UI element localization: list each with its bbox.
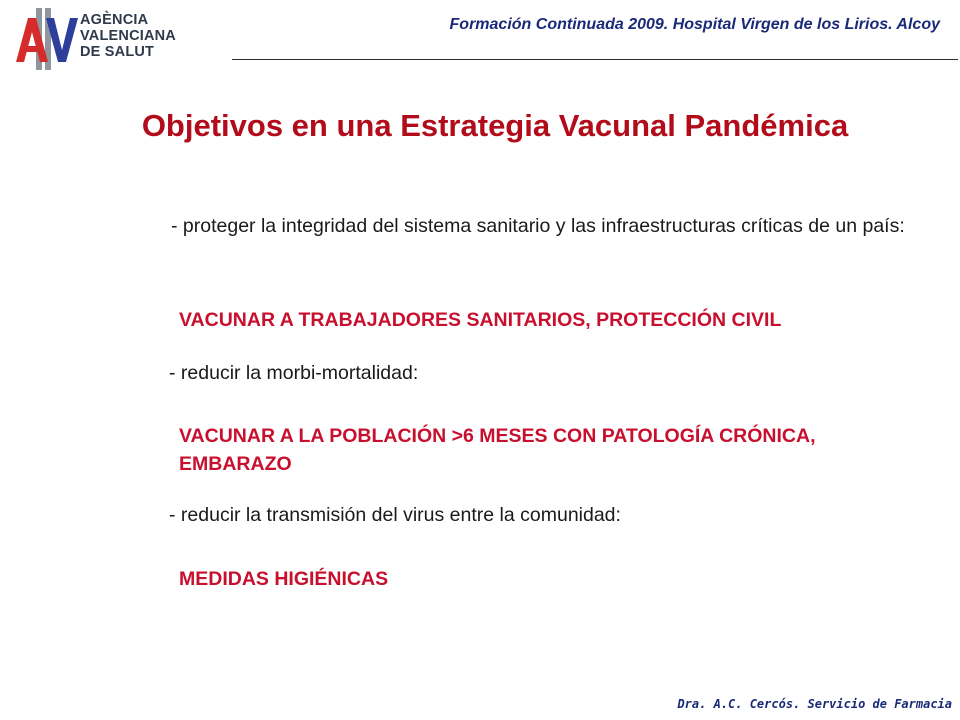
av-monogram-icon — [12, 6, 78, 72]
logo-line-1: AGÈNCIA — [80, 12, 149, 28]
objective-3-text: - reducir la transmisión del virus entre la comunidad: — [169, 504, 621, 526]
logo-line-3: DE SALUT — [80, 44, 155, 60]
objective-2-action: VACUNAR A LA POBLACIÓN >6 MESES CON PATOLOGÍA CRÓNICA, EMBARAZO — [179, 425, 816, 475]
footer-credit: Dra. A.C. Cercós. Servicio de Farmacia — [677, 697, 952, 711]
logo-line-2: VALENCIANA — [80, 28, 176, 44]
objective-1-action: VACUNAR A TRABAJADORES SANITARIOS, PROTECCIÓN CIVIL — [179, 309, 782, 331]
agencia-valenciana-de-salut-logo — [12, 6, 192, 72]
objective-3-action: MEDIDAS HIGIÉNICAS — [179, 568, 389, 590]
header-title: Formación Continuada 2009. Hospital Virgen de los Lirios. Alcoy — [449, 16, 940, 33]
objective-1-text: - proteger la integridad del sistema sanitario y las infraestructuras críticas de un país: — [171, 215, 905, 237]
header-divider — [232, 59, 958, 60]
slide-title: Objetivos en una Estrategia Vacunal Pandémica — [141, 108, 849, 143]
logo-wordmark — [80, 12, 176, 60]
objective-2-text: - reducir la morbi-mortalidad: — [169, 362, 419, 384]
